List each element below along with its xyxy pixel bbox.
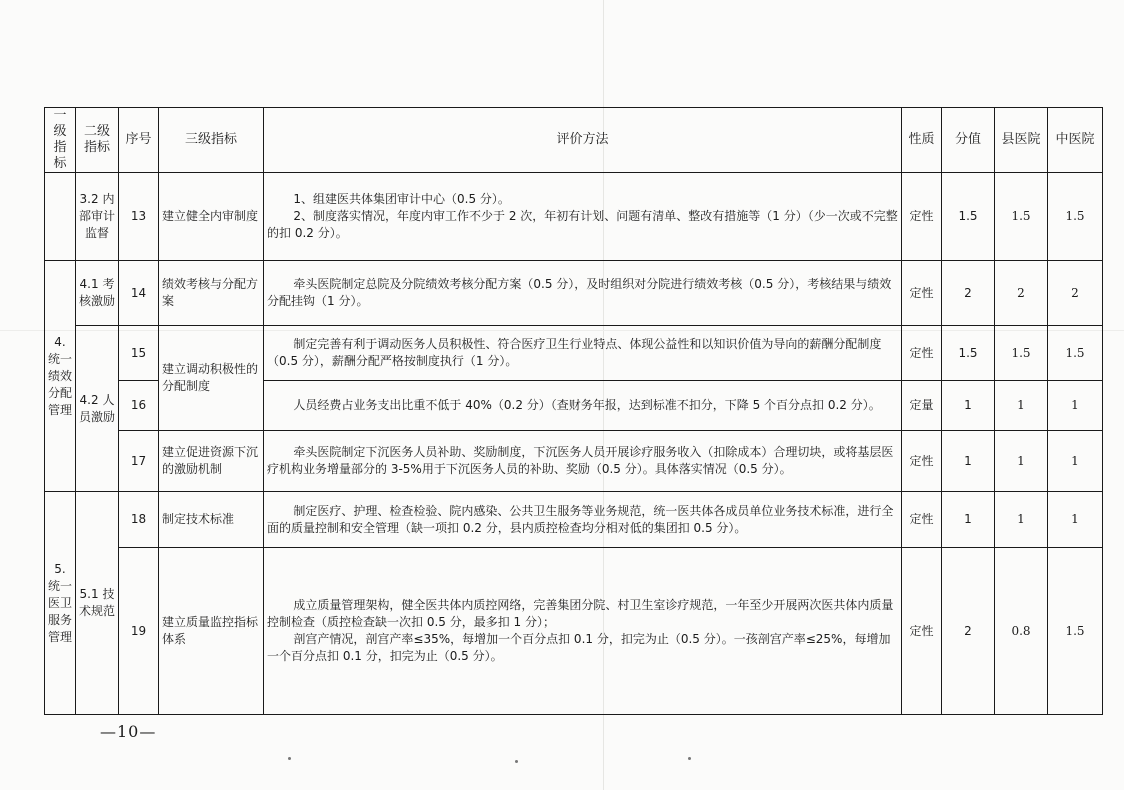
- nature-cell: 定性: [902, 492, 942, 548]
- tcm-score-cell: 1: [1048, 431, 1103, 492]
- method-text: 制定完善有利于调动医务人员积极性、符合医疗卫生行业特点、体现公益性和以知识价值为导向的薪酬分配制度（0.5 分），薪酬分配严格按制度执行（1 分）。: [267, 337, 882, 368]
- seq-cell: 18: [119, 492, 159, 548]
- header-nature: 性质: [902, 108, 942, 173]
- seq-cell: 15: [119, 326, 159, 381]
- level3-cell: 建立质量监控指标体系: [159, 548, 264, 715]
- score-cell: 1: [942, 492, 995, 548]
- seq-cell: 14: [119, 261, 159, 326]
- level3-cell: 绩效考核与分配方案: [159, 261, 264, 326]
- tcm-score-cell: 1: [1048, 381, 1103, 431]
- seq-cell: 13: [119, 173, 159, 261]
- nature-cell: 定性: [902, 326, 942, 381]
- score-cell: 1.5: [942, 326, 995, 381]
- method-text: 成立质量管理架构，健全医共体内质控网络，完善集团分院、村卫生室诊疗规范，一年至少开展两次医共体内质量控制检查（质控检查缺一次扣 0.5 分，最多扣 1 分）；: [267, 598, 894, 629]
- county-score-cell: 1.5: [995, 326, 1048, 381]
- table-row: [45, 548, 1103, 715]
- nature-cell: 定量: [902, 381, 942, 431]
- score-cell: 1.5: [942, 173, 995, 261]
- method-text: 制定医疗、护理、检查检验、院内感染、公共卫生服务等业务规范，统一医共体各成员单位业务技术标准，进行全面的质量控制和安全管理（缺一项扣 0.2 分，县内质控检查均分相对低的集团扣 0.5 分）。: [267, 503, 894, 535]
- header-tcm: 中医院: [1048, 108, 1103, 173]
- level3-cell: 建立调动积极性的分配制度: [159, 326, 264, 431]
- table-row: [45, 492, 1103, 548]
- header-level1: 一级指标: [45, 108, 76, 173]
- county-score-cell: 1: [995, 492, 1048, 548]
- header-method: 评价方法: [264, 108, 902, 173]
- method-cell: [264, 548, 902, 715]
- score-cell: 2: [942, 261, 995, 326]
- level2-cell: 4.2 人员激励: [76, 326, 119, 492]
- method-cell: [264, 431, 902, 492]
- level3-cell: 建立促进资源下沉的激励机制: [159, 431, 264, 492]
- seq-cell: 17: [119, 431, 159, 492]
- method-cell: [264, 326, 902, 381]
- header-score: 分值: [942, 108, 995, 173]
- nature-cell: 定性: [902, 173, 942, 261]
- county-score-cell: 1: [995, 431, 1048, 492]
- level2-cell: 4.1 考核激励: [76, 261, 119, 326]
- header-row: [45, 108, 1103, 173]
- method-text: 牵头医院制定总院及分院绩效考核分配方案（0.5 分），及时组织对分院进行绩效考核（0.5 分），考核结果与绩效分配挂钩（1 分）。: [267, 277, 892, 308]
- scan-speck: [515, 760, 518, 763]
- method-text: 1、组建医共体集团审计中心（0.5 分）。: [293, 192, 510, 206]
- scan-speck: [288, 757, 291, 760]
- method-text: 人员经费占业务支出比重不低于 40%（0.2 分）（查财务年报，达到标准不扣分，下降 5 个百分点扣 0.2 分）。: [293, 398, 881, 412]
- county-score-cell: 2: [995, 261, 1048, 326]
- header-level3: 三级指标: [159, 108, 264, 173]
- tcm-score-cell: 1.5: [1048, 548, 1103, 715]
- county-score-cell: 0.8: [995, 548, 1048, 715]
- level3-cell: 制定技术标准: [159, 492, 264, 548]
- tcm-score-cell: 1.5: [1048, 173, 1103, 261]
- county-score-cell: 1.5: [995, 173, 1048, 261]
- score-cell: 2: [942, 548, 995, 715]
- level1-cell: 4. 统一绩效分配管理: [45, 261, 76, 492]
- tcm-score-cell: 1: [1048, 492, 1103, 548]
- evaluation-table: [44, 107, 1103, 715]
- scan-speck: [688, 757, 691, 760]
- page-number: —10—: [100, 722, 157, 741]
- method-cell: [264, 492, 902, 548]
- header-level2: 二级指标: [76, 108, 119, 173]
- table-row: [45, 173, 1103, 261]
- method-cell: [264, 261, 902, 326]
- method-cell: [264, 381, 902, 431]
- score-cell: 1: [942, 431, 995, 492]
- level2-cell: 3.2 内部审计监督: [76, 173, 119, 261]
- level1-cell: 5. 统一医卫服务管理: [45, 492, 76, 715]
- seq-cell: 16: [119, 381, 159, 431]
- header-seq: 序号: [119, 108, 159, 173]
- header-county: 县医院: [995, 108, 1048, 173]
- method-text: 剖宫产情况，剖宫产率≤35%，每增加一个百分点扣 0.1 分，扣完为止（0.5 分）。一孩剖宫产率≤25%，每增加一个百分点扣 0.1 分，扣完为止（0.5 分）。: [267, 632, 891, 663]
- method-cell: [264, 173, 902, 261]
- level1-cell-empty: [45, 173, 76, 261]
- table-row: [45, 326, 1103, 381]
- method-text: 2、制度落实情况，年度内审工作不少于 2 次，年初有计划、问题有清单、整改有措施等（1 分）（少一次或不完整的扣 0.2 分）。: [267, 209, 898, 240]
- tcm-score-cell: 1.5: [1048, 326, 1103, 381]
- table-row: [45, 261, 1103, 326]
- table-row: [45, 431, 1103, 492]
- seq-cell: 19: [119, 548, 159, 715]
- nature-cell: 定性: [902, 261, 942, 326]
- level3-cell: 建立健全内审制度: [159, 173, 264, 261]
- level2-cell: 5.1 技术规范: [76, 492, 119, 715]
- nature-cell: 定性: [902, 431, 942, 492]
- method-text: 牵头医院制定下沉医务人员补助、奖励制度，下沉医务人员开展诊疗服务收入（扣除成本）合理切块，或将基层医疗机构业务增量部分的 3-5%用于下沉医务人员的补助、奖励（0.5 分）。具体落实情况（0.5 分）。: [267, 445, 894, 476]
- county-score-cell: 1: [995, 381, 1048, 431]
- score-cell: 1: [942, 381, 995, 431]
- nature-cell: 定性: [902, 548, 942, 715]
- tcm-score-cell: 2: [1048, 261, 1103, 326]
